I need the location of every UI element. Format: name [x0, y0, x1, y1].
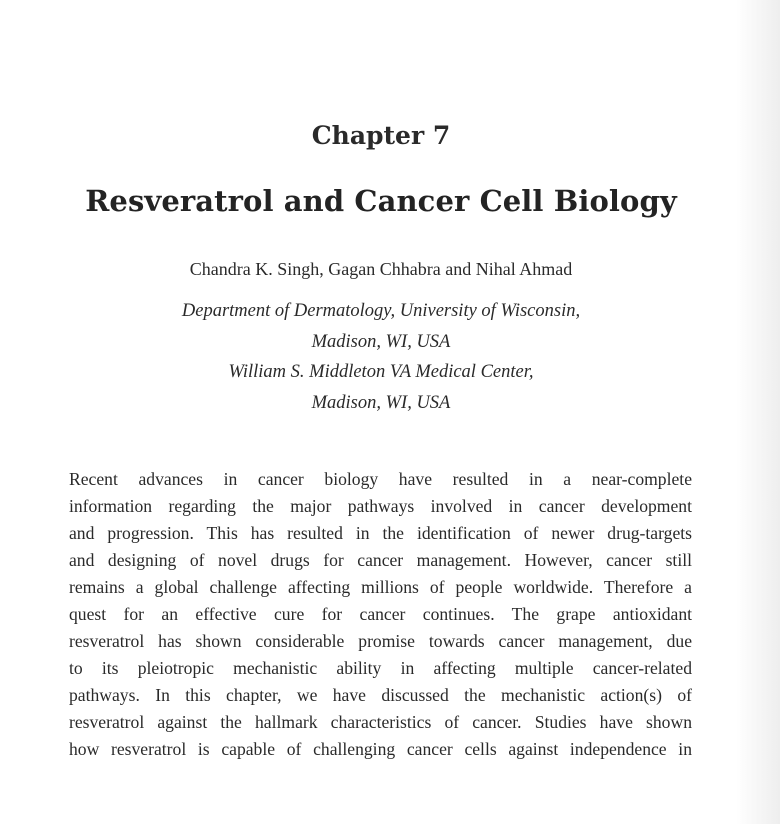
chapter-number: Chapter 7 [311, 121, 451, 150]
abstract-line: to its pleiotropic mechanistic ability in affecting multiple cancer-related [69, 658, 692, 678]
authors-line: Chandra K. Singh, Gagan Chhabra and Nihal Ahmad [189, 259, 573, 279]
affiliation-line: Department of Dermatology, University of Wisconsin, [181, 301, 581, 321]
abstract-line: how resveratrol is capable of challenging cancer cells against independence in [69, 739, 692, 759]
abstract-line: Recent advances in cancer biology have resulted in a near-complete [69, 469, 692, 489]
affiliations-block [0, 296, 762, 418]
chapter-title: Resveratrol and Cancer Cell Biology [85, 184, 677, 218]
affiliation-line: William S. Middleton VA Medical Center, [228, 362, 534, 382]
abstract-line: and progression. This has resulted in the identification of newer drug-targets [69, 523, 692, 543]
abstract-line: resveratrol against the hallmark characteristics of cancer. Studies have shown [69, 712, 692, 732]
abstract-line: information regarding the major pathways involved in cancer development [69, 496, 692, 516]
affiliation-line: Madison, WI, USA [311, 331, 451, 352]
affiliation-line: Madison, WI, USA [311, 392, 451, 413]
abstract-paragraph [69, 466, 692, 763]
abstract-line: pathways. In this chapter, we have discussed the mechanistic action(s) of [69, 685, 692, 705]
abstract-line: remains a global challenge affecting millions of people worldwide. Therefore a [69, 577, 692, 597]
abstract-line: resveratrol has shown considerable promise towards cancer management, due [69, 631, 692, 651]
abstract-line: and designing of novel drugs for cancer management. However, cancer still [69, 550, 692, 570]
abstract-line: quest for an effective cure for cancer continues. The grape antioxidant [69, 604, 692, 624]
